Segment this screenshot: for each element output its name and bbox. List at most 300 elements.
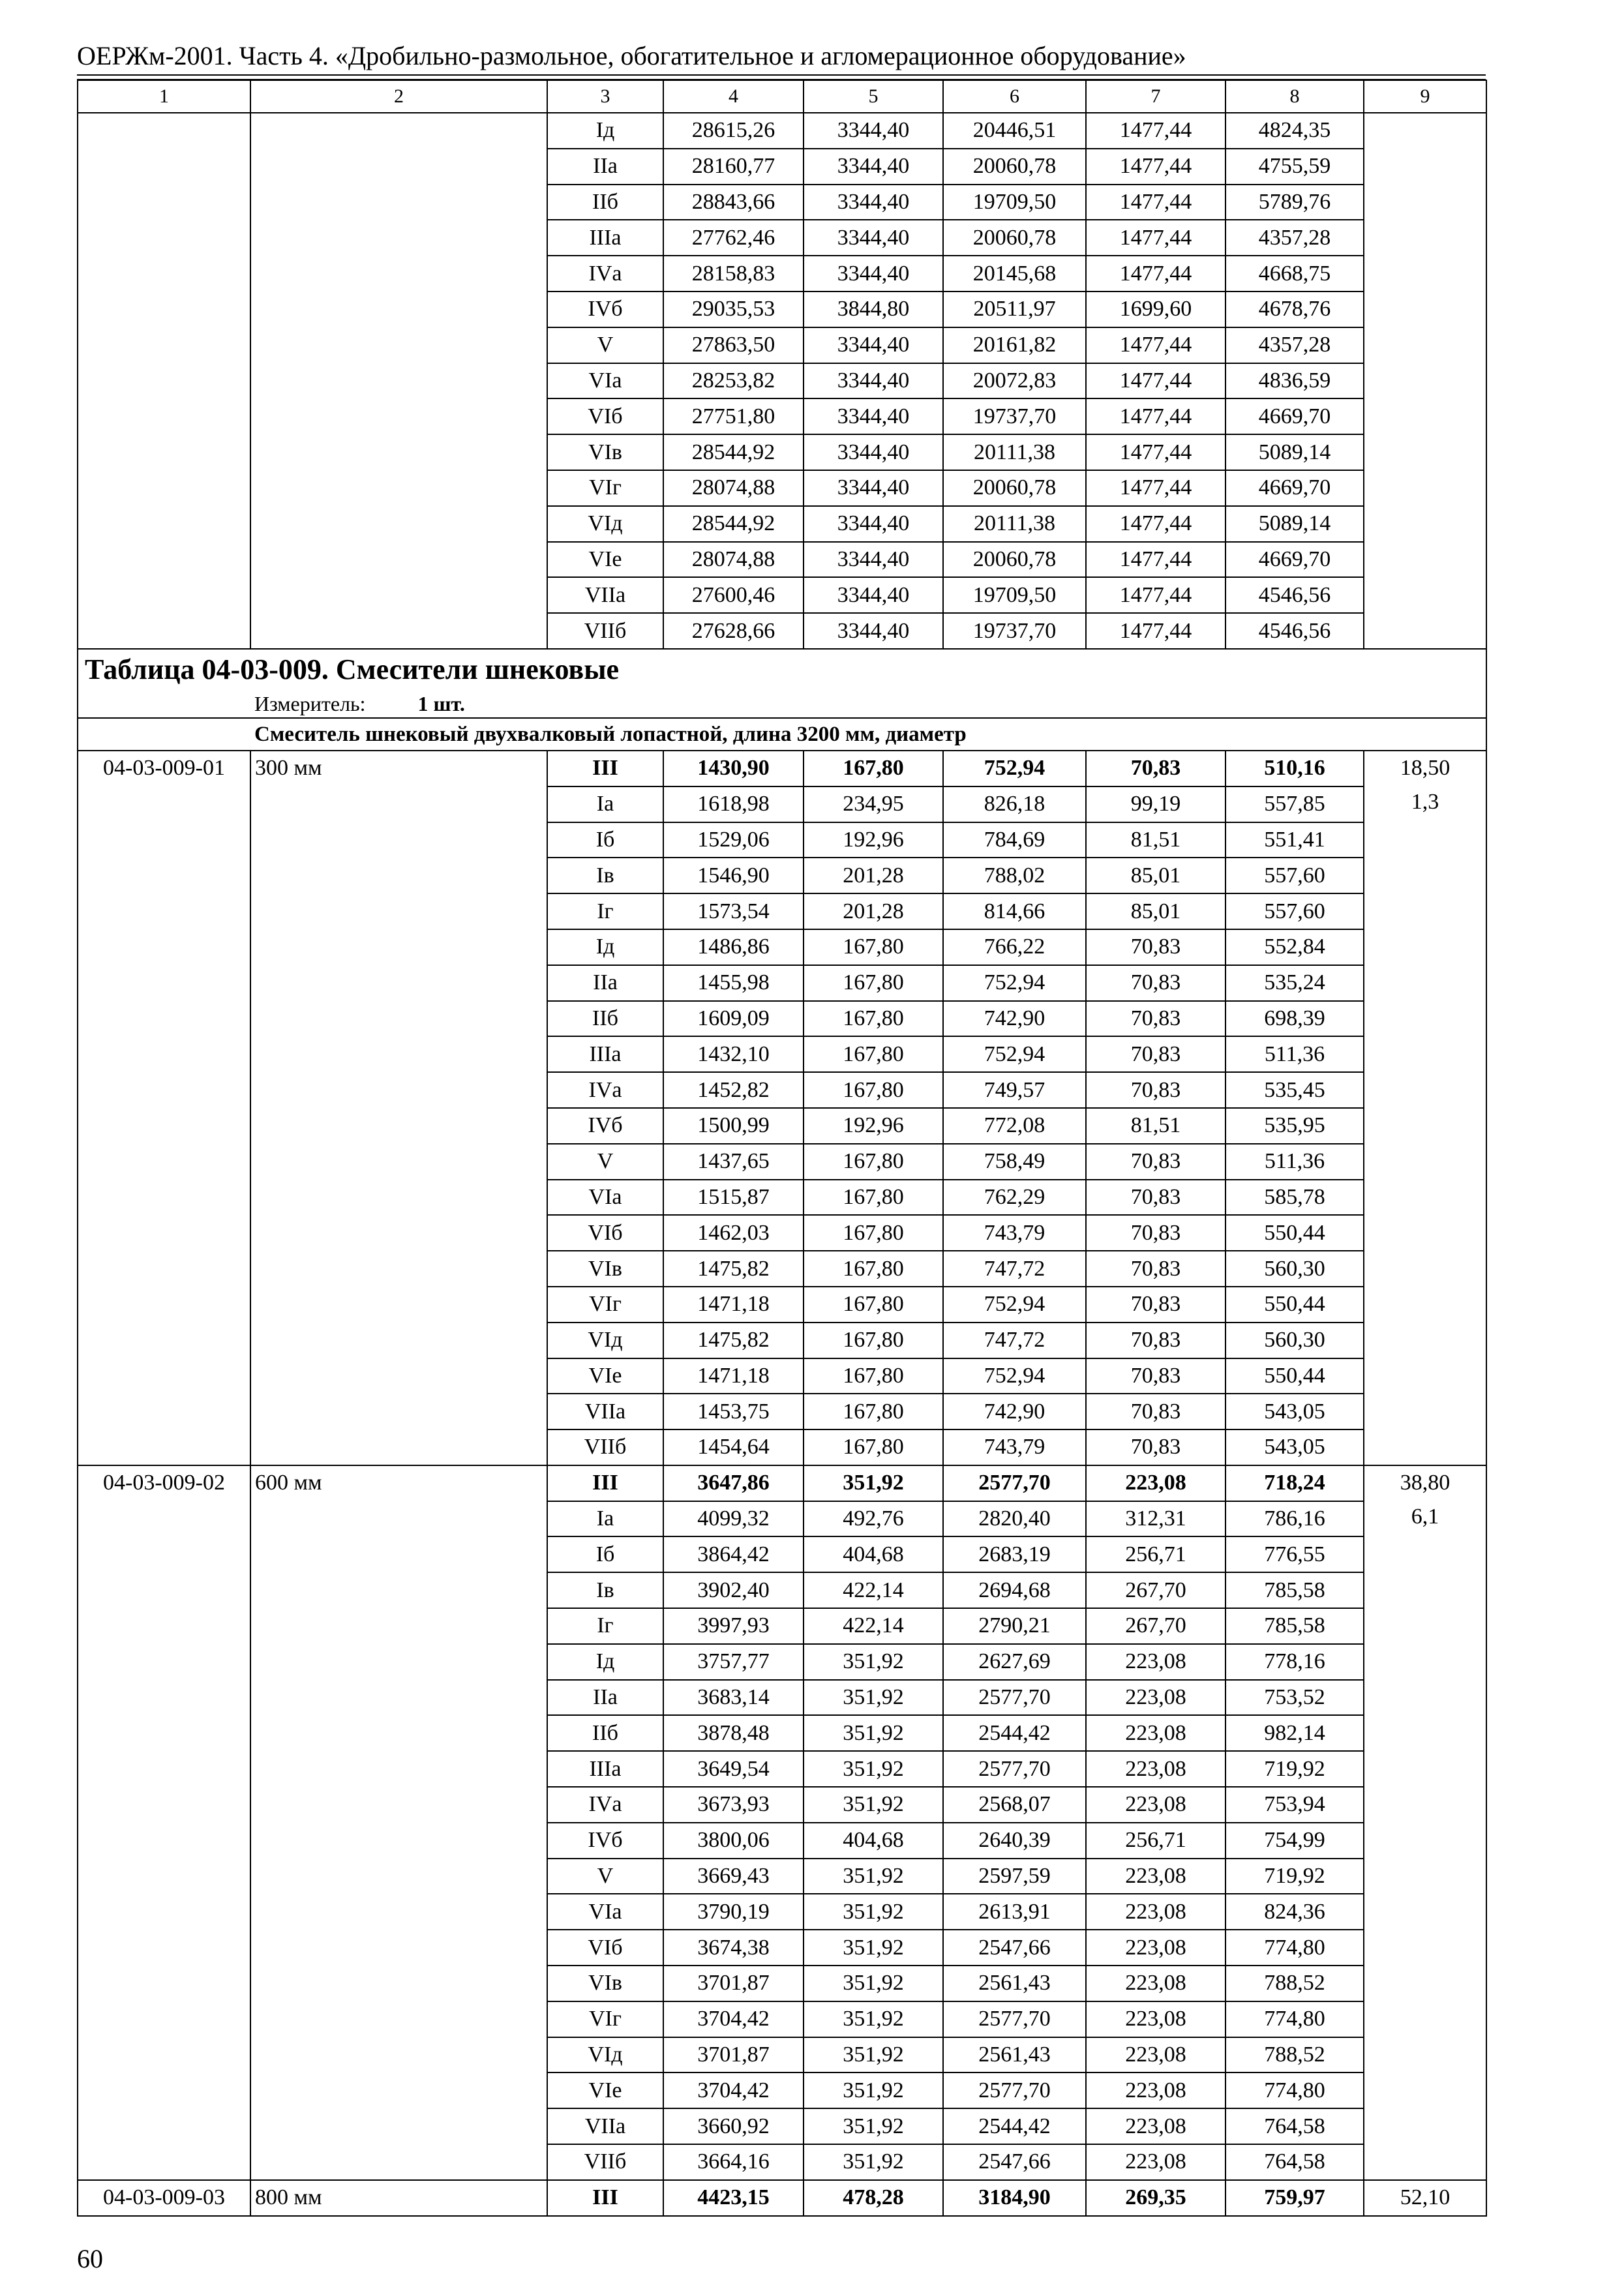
value-cell: 3649,54 [663, 1751, 804, 1787]
value-cell: 557,60 [1226, 858, 1364, 893]
extra-values [1364, 113, 1486, 649]
value-cell: 1471,18 [663, 1358, 804, 1394]
measure-row [78, 690, 1486, 718]
value-cell: 982,14 [1226, 1715, 1364, 1751]
value-cell: 4669,70 [1226, 542, 1364, 578]
rate-description [250, 113, 547, 649]
value-cell: 774,80 [1226, 2001, 1364, 2037]
class-cell: VIв [547, 434, 663, 470]
class-cell: IIб [547, 1715, 663, 1751]
value-cell: 2683,19 [943, 1536, 1086, 1572]
value-cell: 3344,40 [804, 434, 943, 470]
value-cell: 535,24 [1226, 965, 1364, 1001]
measure-cell [78, 690, 1486, 718]
value-cell: 3344,40 [804, 398, 943, 434]
value-cell: 20145,68 [943, 256, 1086, 292]
value-cell: 70,83 [1086, 929, 1226, 965]
value-cell: 585,78 [1226, 1180, 1364, 1216]
column-number: 9 [1364, 80, 1486, 113]
value-cell: 1432,10 [663, 1036, 804, 1072]
class-cell: IIб [547, 185, 663, 220]
value-cell: 1430,90 [663, 751, 804, 786]
value-cell: 550,44 [1226, 1358, 1364, 1394]
value-cell: 167,80 [804, 965, 943, 1001]
value-cell: 1699,60 [1086, 292, 1226, 327]
value-cell: 557,85 [1226, 786, 1364, 822]
value-cell: 4669,70 [1226, 398, 1364, 434]
class-cell: IVа [547, 1787, 663, 1823]
value-cell: 1529,06 [663, 822, 804, 858]
value-cell: 223,08 [1086, 1966, 1226, 2001]
value-cell: 719,92 [1226, 1859, 1364, 1894]
value-cell: 1477,44 [1086, 470, 1226, 506]
value-cell: 20111,38 [943, 434, 1086, 470]
value-cell: 718,24 [1226, 1465, 1364, 1501]
value-cell: 2577,70 [943, 1751, 1086, 1787]
value-cell: 4824,35 [1226, 113, 1364, 149]
value-cell: 3902,40 [663, 1572, 804, 1608]
value-cell: 29035,53 [663, 292, 804, 327]
value-cell: 3184,90 [943, 2180, 1086, 2216]
class-cell: VIIа [547, 2108, 663, 2144]
value-cell: 2820,40 [943, 1501, 1086, 1537]
value-cell: 1609,09 [663, 1001, 804, 1037]
value-cell: 167,80 [804, 1323, 943, 1358]
value-cell: 2577,70 [943, 1465, 1086, 1501]
document-header: ОЕРЖм-2001. Часть 4. «Дробильно-размольное, обогатительное и агломерационное оборудование» [77, 41, 1186, 70]
value-cell: 351,92 [804, 1751, 943, 1787]
value-cell: 167,80 [804, 1287, 943, 1323]
value-cell: 3647,86 [663, 1465, 804, 1501]
value-cell: 70,83 [1086, 1180, 1226, 1216]
value-cell: 1471,18 [663, 1287, 804, 1323]
value-cell: 753,94 [1226, 1787, 1364, 1823]
column-number: 3 [547, 80, 663, 113]
value-cell: 312,31 [1086, 1501, 1226, 1537]
value-cell: 20111,38 [943, 506, 1086, 542]
value-cell: 85,01 [1086, 893, 1226, 929]
value-cell: 1500,99 [663, 1108, 804, 1144]
value-cell: 742,90 [943, 1001, 1086, 1037]
value-cell: 70,83 [1086, 1323, 1226, 1358]
value-cell: 3344,40 [804, 613, 943, 649]
value-cell: 223,08 [1086, 1680, 1226, 1716]
value-cell: 1455,98 [663, 965, 804, 1001]
value-cell: 5089,14 [1226, 506, 1364, 542]
value-cell: 167,80 [804, 1394, 943, 1429]
value-cell: 764,58 [1226, 2144, 1364, 2180]
value-cell: 3674,38 [663, 1930, 804, 1966]
value-cell: 511,36 [1226, 1036, 1364, 1072]
value-cell: 223,08 [1086, 1465, 1226, 1501]
value-cell: 3344,40 [804, 363, 943, 399]
class-cell: VIг [547, 1287, 663, 1323]
price-table [77, 80, 1487, 2217]
value-cell: 201,28 [804, 858, 943, 893]
rate-code: 04-03-009-01 [78, 751, 250, 1465]
value-cell: 3344,40 [804, 506, 943, 542]
class-cell: Iд [547, 929, 663, 965]
value-cell: 1477,44 [1086, 149, 1226, 185]
value-cell: 759,97 [1226, 2180, 1364, 2216]
value-cell: 754,99 [1226, 1823, 1364, 1859]
value-cell: 70,83 [1086, 751, 1226, 786]
value-cell: 2597,59 [943, 1859, 1086, 1894]
column-number-row [78, 80, 1486, 113]
value-cell: 351,92 [804, 2001, 943, 2037]
value-cell: 27863,50 [663, 327, 804, 363]
class-cell: Iа [547, 786, 663, 822]
value-cell: 351,92 [804, 1465, 943, 1501]
value-cell: 351,92 [804, 1859, 943, 1894]
value-cell: 28160,77 [663, 149, 804, 185]
measure-unit: 1 шт. [417, 691, 465, 715]
class-cell: IIб [547, 1001, 663, 1037]
class-cell: Iг [547, 893, 663, 929]
column-number: 6 [943, 80, 1086, 113]
value-cell: 698,39 [1226, 1001, 1364, 1037]
value-cell: 788,52 [1226, 1966, 1364, 2001]
value-cell: 223,08 [1086, 2001, 1226, 2037]
table-row [78, 1465, 1486, 1501]
value-cell: 70,83 [1086, 1394, 1226, 1429]
value-cell: 70,83 [1086, 1072, 1226, 1108]
rate-description: 600 мм [250, 1465, 547, 2180]
class-cell: Iд [547, 113, 663, 149]
value-cell: 3344,40 [804, 577, 943, 613]
value-cell: 2547,66 [943, 1930, 1086, 1966]
measure-label: Измеритель: [254, 691, 366, 715]
value-cell: 422,14 [804, 1572, 943, 1608]
value-cell: 4836,59 [1226, 363, 1364, 399]
value-cell: 3683,14 [663, 1680, 804, 1716]
price-table-body [78, 80, 1486, 2216]
value-cell: 3660,92 [663, 2108, 804, 2144]
value-cell: 351,92 [804, 1787, 943, 1823]
value-cell: 560,30 [1226, 1251, 1364, 1287]
extra-value: 6,1 [1411, 1504, 1439, 1529]
value-cell: 2577,70 [943, 2001, 1086, 2037]
value-cell: 826,18 [943, 786, 1086, 822]
value-cell: 1477,44 [1086, 506, 1226, 542]
value-cell: 3701,87 [663, 1966, 804, 2001]
value-cell: 351,92 [804, 1644, 943, 1680]
value-cell: 752,94 [943, 751, 1086, 786]
value-cell: 4357,28 [1226, 327, 1364, 363]
class-cell: IIа [547, 965, 663, 1001]
class-cell: VIIб [547, 613, 663, 649]
class-cell: IVб [547, 292, 663, 327]
rate-code: 04-03-009-03 [78, 2180, 250, 2216]
value-cell: 3344,40 [804, 113, 943, 149]
value-cell: 1477,44 [1086, 613, 1226, 649]
value-cell: 167,80 [804, 1144, 943, 1180]
value-cell: 764,58 [1226, 2108, 1364, 2144]
page-number: 60 [77, 2244, 103, 2273]
value-cell: 749,57 [943, 1072, 1086, 1108]
value-cell: 557,60 [1226, 893, 1364, 929]
value-cell: 192,96 [804, 1108, 943, 1144]
value-cell: 1573,54 [663, 893, 804, 929]
value-cell: 223,08 [1086, 1859, 1226, 1894]
value-cell: 351,92 [804, 1930, 943, 1966]
value-cell: 814,66 [943, 893, 1086, 929]
value-cell: 27600,46 [663, 577, 804, 613]
value-cell: 3800,06 [663, 1823, 804, 1859]
value-cell: 3344,40 [804, 220, 943, 256]
class-cell: VIг [547, 470, 663, 506]
class-cell: VIа [547, 1180, 663, 1216]
value-cell: 786,16 [1226, 1501, 1364, 1537]
value-cell: 27751,80 [663, 398, 804, 434]
value-cell: 167,80 [804, 1429, 943, 1465]
column-number: 8 [1226, 80, 1364, 113]
class-cell: III [547, 2180, 663, 2216]
value-cell: 99,19 [1086, 786, 1226, 822]
class-cell: IVб [547, 1823, 663, 1859]
value-cell: 27762,46 [663, 220, 804, 256]
class-cell: VIд [547, 1323, 663, 1358]
value-cell: 788,02 [943, 858, 1086, 893]
value-cell: 2790,21 [943, 1608, 1086, 1644]
value-cell: 1515,87 [663, 1180, 804, 1216]
rate-description: 300 мм [250, 751, 547, 1465]
value-cell: 4669,70 [1226, 470, 1364, 506]
value-cell: 752,94 [943, 1287, 1086, 1323]
value-cell: 404,68 [804, 1823, 943, 1859]
extra-value: 52,10 [1400, 2185, 1451, 2209]
value-cell: 766,22 [943, 929, 1086, 965]
value-cell: 1477,44 [1086, 327, 1226, 363]
value-cell: 719,92 [1226, 1751, 1364, 1787]
value-cell: 20072,83 [943, 363, 1086, 399]
class-cell: V [547, 327, 663, 363]
value-cell: 785,58 [1226, 1572, 1364, 1608]
value-cell: 4668,75 [1226, 256, 1364, 292]
value-cell: 167,80 [804, 1358, 943, 1394]
value-cell: 351,92 [804, 2072, 943, 2108]
class-cell: Iв [547, 1572, 663, 1608]
value-cell: 81,51 [1086, 822, 1226, 858]
value-cell: 1477,44 [1086, 256, 1226, 292]
extra-values [1364, 1465, 1486, 2180]
class-cell: VIIб [547, 1429, 663, 1465]
header-rule [77, 74, 1486, 76]
class-cell: IIIа [547, 220, 663, 256]
value-cell: 5789,76 [1226, 185, 1364, 220]
value-cell: 824,36 [1226, 1894, 1364, 1930]
value-cell: 3344,40 [804, 327, 943, 363]
value-cell: 167,80 [804, 929, 943, 965]
table-row [78, 113, 1486, 149]
value-cell: 256,71 [1086, 1536, 1226, 1572]
class-cell: VIд [547, 2037, 663, 2073]
value-cell: 167,80 [804, 1180, 943, 1216]
value-cell: 772,08 [943, 1108, 1086, 1144]
class-cell: VIб [547, 1930, 663, 1966]
value-cell: 192,96 [804, 822, 943, 858]
class-cell: V [547, 1859, 663, 1894]
class-cell: VIа [547, 363, 663, 399]
value-cell: 2568,07 [943, 1787, 1086, 1823]
value-cell: 752,94 [943, 1036, 1086, 1072]
class-cell: IIIа [547, 1751, 663, 1787]
value-cell: 19709,50 [943, 577, 1086, 613]
value-cell: 20446,51 [943, 113, 1086, 149]
value-cell: 2577,70 [943, 2072, 1086, 2108]
value-cell: 1475,82 [663, 1251, 804, 1287]
value-cell: 1453,75 [663, 1394, 804, 1429]
class-cell: Iа [547, 1501, 663, 1537]
value-cell: 3673,93 [663, 1787, 804, 1823]
value-cell: 70,83 [1086, 1358, 1226, 1394]
value-cell: 167,80 [804, 751, 943, 786]
value-cell: 552,84 [1226, 929, 1364, 965]
value-cell: 28074,88 [663, 470, 804, 506]
value-cell: 28843,66 [663, 185, 804, 220]
value-cell: 70,83 [1086, 1144, 1226, 1180]
extra-value: 38,80 [1400, 1470, 1451, 1495]
value-cell: 1452,82 [663, 1072, 804, 1108]
class-cell: VIг [547, 2001, 663, 2037]
subheading: Смеситель шнековый двухвалковый лопастной, длина 3200 мм, диаметр [78, 718, 1486, 751]
value-cell: 223,08 [1086, 2144, 1226, 2180]
class-cell: VIIа [547, 577, 663, 613]
value-cell: 1486,86 [663, 929, 804, 965]
value-cell: 351,92 [804, 2037, 943, 2073]
value-cell: 752,94 [943, 965, 1086, 1001]
value-cell: 70,83 [1086, 1429, 1226, 1465]
subheading-row [78, 718, 1486, 751]
value-cell: 2544,42 [943, 2108, 1086, 2144]
class-cell: VIб [547, 1215, 663, 1251]
value-cell: 3704,42 [663, 2072, 804, 2108]
value-cell: 747,72 [943, 1323, 1086, 1358]
value-cell: 788,52 [1226, 2037, 1364, 2073]
value-cell: 510,16 [1226, 751, 1364, 786]
value-cell: 28074,88 [663, 542, 804, 578]
value-cell: 223,08 [1086, 1715, 1226, 1751]
value-cell: 201,28 [804, 893, 943, 929]
value-cell: 3664,16 [663, 2144, 804, 2180]
value-cell: 256,71 [1086, 1823, 1226, 1859]
value-cell: 3344,40 [804, 256, 943, 292]
value-cell: 4546,56 [1226, 613, 1364, 649]
value-cell: 3878,48 [663, 1715, 804, 1751]
value-cell: 535,95 [1226, 1108, 1364, 1144]
column-number: 2 [250, 80, 547, 113]
value-cell: 223,08 [1086, 2072, 1226, 2108]
value-cell: 776,55 [1226, 1536, 1364, 1572]
table-row [78, 751, 1486, 786]
value-cell: 20060,78 [943, 470, 1086, 506]
table-row [78, 2180, 1486, 2216]
value-cell: 1477,44 [1086, 542, 1226, 578]
value-cell: 1437,65 [663, 1144, 804, 1180]
value-cell: 223,08 [1086, 1751, 1226, 1787]
value-cell: 3844,80 [804, 292, 943, 327]
value-cell: 1462,03 [663, 1215, 804, 1251]
value-cell: 762,29 [943, 1180, 1086, 1216]
value-cell: 4099,32 [663, 1501, 804, 1537]
value-cell: 269,35 [1086, 2180, 1226, 2216]
value-cell: 1477,44 [1086, 577, 1226, 613]
value-cell: 543,05 [1226, 1429, 1364, 1465]
class-cell: IIIа [547, 1036, 663, 1072]
value-cell: 223,08 [1086, 2037, 1226, 2073]
value-cell: 234,95 [804, 786, 943, 822]
value-cell: 560,30 [1226, 1323, 1364, 1358]
value-cell: 4357,28 [1226, 220, 1364, 256]
class-cell: VIе [547, 542, 663, 578]
value-cell: 85,01 [1086, 858, 1226, 893]
value-cell: 223,08 [1086, 2108, 1226, 2144]
value-cell: 1477,44 [1086, 113, 1226, 149]
class-cell: IVа [547, 1072, 663, 1108]
value-cell: 4678,76 [1226, 292, 1364, 327]
class-cell: IVб [547, 1108, 663, 1144]
class-cell: V [547, 1144, 663, 1180]
value-cell: 3344,40 [804, 149, 943, 185]
value-cell: 1477,44 [1086, 220, 1226, 256]
value-cell: 27628,66 [663, 613, 804, 649]
value-cell: 351,92 [804, 1715, 943, 1751]
value-cell: 535,45 [1226, 1072, 1364, 1108]
value-cell: 70,83 [1086, 1251, 1226, 1287]
column-number: 1 [78, 80, 250, 113]
value-cell: 167,80 [804, 1036, 943, 1072]
value-cell: 422,14 [804, 1608, 943, 1644]
value-cell: 20060,78 [943, 220, 1086, 256]
value-cell: 70,83 [1086, 1036, 1226, 1072]
value-cell: 3344,40 [804, 185, 943, 220]
value-cell: 2577,70 [943, 1680, 1086, 1716]
value-cell: 2561,43 [943, 2037, 1086, 2073]
class-cell: Iб [547, 1536, 663, 1572]
value-cell: 351,92 [804, 1966, 943, 2001]
value-cell: 267,70 [1086, 1572, 1226, 1608]
value-cell: 2627,69 [943, 1644, 1086, 1680]
value-cell: 4546,56 [1226, 577, 1364, 613]
class-cell: VIа [547, 1894, 663, 1930]
value-cell: 1454,64 [663, 1429, 804, 1465]
value-cell: 267,70 [1086, 1608, 1226, 1644]
value-cell: 1477,44 [1086, 363, 1226, 399]
value-cell: 28158,83 [663, 256, 804, 292]
class-cell: IIа [547, 149, 663, 185]
value-cell: 2561,43 [943, 1966, 1086, 2001]
column-number: 7 [1086, 80, 1226, 113]
class-cell: IVа [547, 256, 663, 292]
value-cell: 2544,42 [943, 1715, 1086, 1751]
section-title: Таблица 04-03-009. Смесители шнековые [78, 649, 1486, 690]
value-cell: 2613,91 [943, 1894, 1086, 1930]
value-cell: 20161,82 [943, 327, 1086, 363]
value-cell: 478,28 [804, 2180, 943, 2216]
class-cell: VIд [547, 506, 663, 542]
value-cell: 4423,15 [663, 2180, 804, 2216]
value-cell: 351,92 [804, 2144, 943, 2180]
value-cell: 511,36 [1226, 1144, 1364, 1180]
value-cell: 774,80 [1226, 2072, 1364, 2108]
value-cell: 167,80 [804, 1001, 943, 1037]
rate-code: 04-03-009-02 [78, 1465, 250, 2180]
section-title-row [78, 649, 1486, 690]
value-cell: 3790,19 [663, 1894, 804, 1930]
value-cell: 404,68 [804, 1536, 943, 1572]
value-cell: 3344,40 [804, 470, 943, 506]
class-cell: Iд [547, 1644, 663, 1680]
